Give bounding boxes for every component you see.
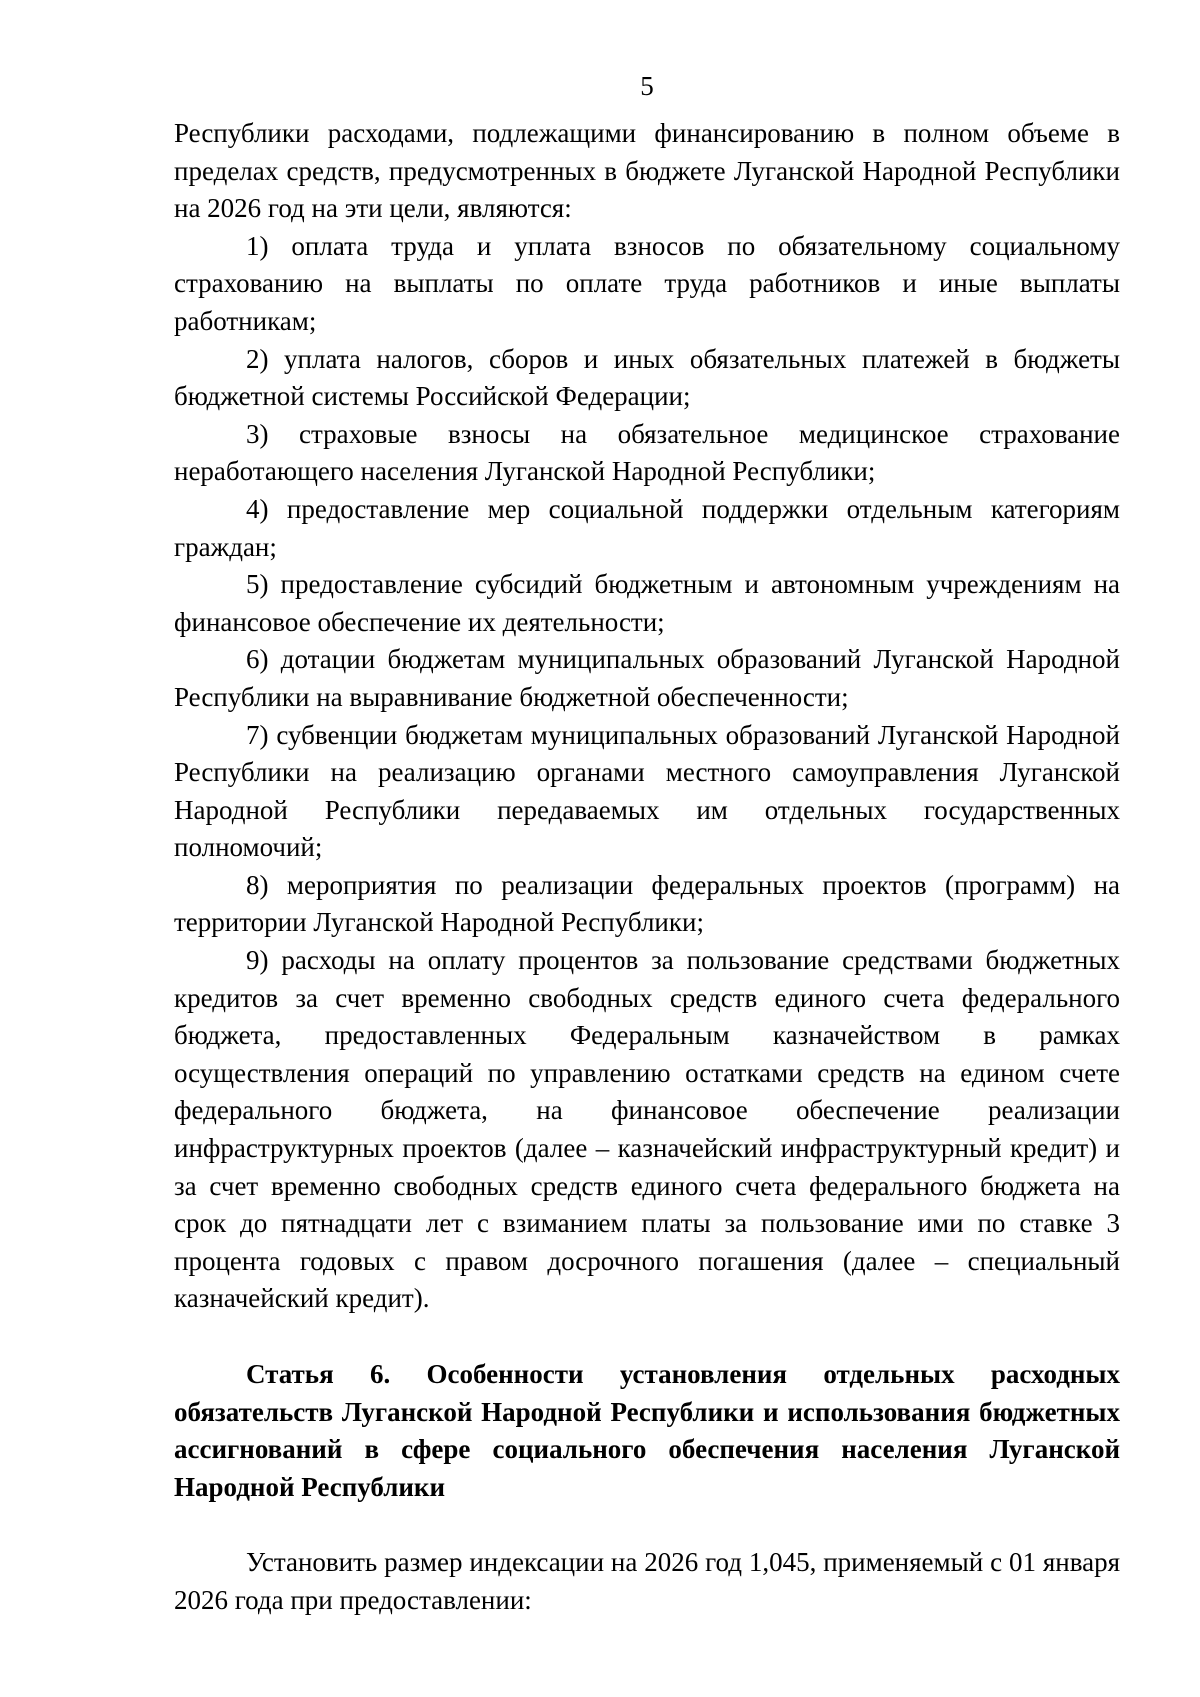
list-item-9: 9) расходы на оплату процентов за пользование средствами бюджетных кредитов за счет временно свободных средств единого счета федерального бюджета, предоставленных Федеральным казначейством в рамках осуществления операций по управлению остатками средств на едином счете федерального бюджета, на финансовое обеспечение реализации инфраструктурных проектов (далее – казначейский инфраструктурный кредит) и за счет временно свободных средств единого счета федерального бюджета на срок до пятнадцати лет с взиманием платы за пользование ими по ставке 3 процента годовых с правом досрочного погашения (далее – специальный казначейский кредит).: [174, 945, 1120, 1314]
list-item-1: 1) оплата труда и уплата взносов по обязательному социальному страхованию на выплаты по оплате труда работников и иные выплаты работникам;: [174, 230, 1120, 336]
intro-paragraph: Республики расходами, подлежащими финансированию в полном объеме в пределах средств, предусмотренных в бюджете Луганской Народной Республики на 2026 год на эти цели, являются:: [174, 118, 1120, 224]
list-item-8: 8) мероприятия по реализации федеральных проектов (программ) на территории Луганской Народной Республики;: [174, 869, 1120, 938]
article-6-body: Установить размер индексации на 2026 год 1,045, применяемый с 01 января 2026 года при предоставлении:: [174, 1547, 1120, 1615]
list-item-2: 2) уплата налогов, сборов и иных обязательных платежей в бюджеты бюджетной системы Российской Федерации;: [174, 343, 1120, 412]
article-6-heading: Статья 6. Особенности установления отдельных расходных обязательств Луганской Народной Республики и использования бюджетных ассигнований в сфере социального обеспечения населения Луганской Народной Республики: [174, 1359, 1120, 1502]
list-item-4: 4) предоставление мер социальной поддержки отдельным категориям граждан;: [174, 493, 1120, 562]
list-item-7: 7) субвенции бюджетам муниципальных образований Луганской Народной Республики на реализацию органами местного самоуправления Луганской Народной Республики передаваемых им отдельных государственных полномочий;: [174, 719, 1120, 863]
list-item-3: 3) страховые взносы на обязательное медицинское страхование неработающего населения Луганской Народной Республики;: [174, 418, 1120, 487]
list-item-6: 6) дотации бюджетам муниципальных образований Луганской Народной Республики на выравнивание бюджетной обеспеченности;: [174, 644, 1120, 712]
document-body: [174, 115, 1120, 1620]
list-item-5: 5) предоставление субсидий бюджетным и автономным учреждениям на финансовое обеспечение их деятельности;: [174, 569, 1120, 637]
document-page: [174, 0, 1120, 1697]
page-number: 5: [640, 71, 654, 101]
